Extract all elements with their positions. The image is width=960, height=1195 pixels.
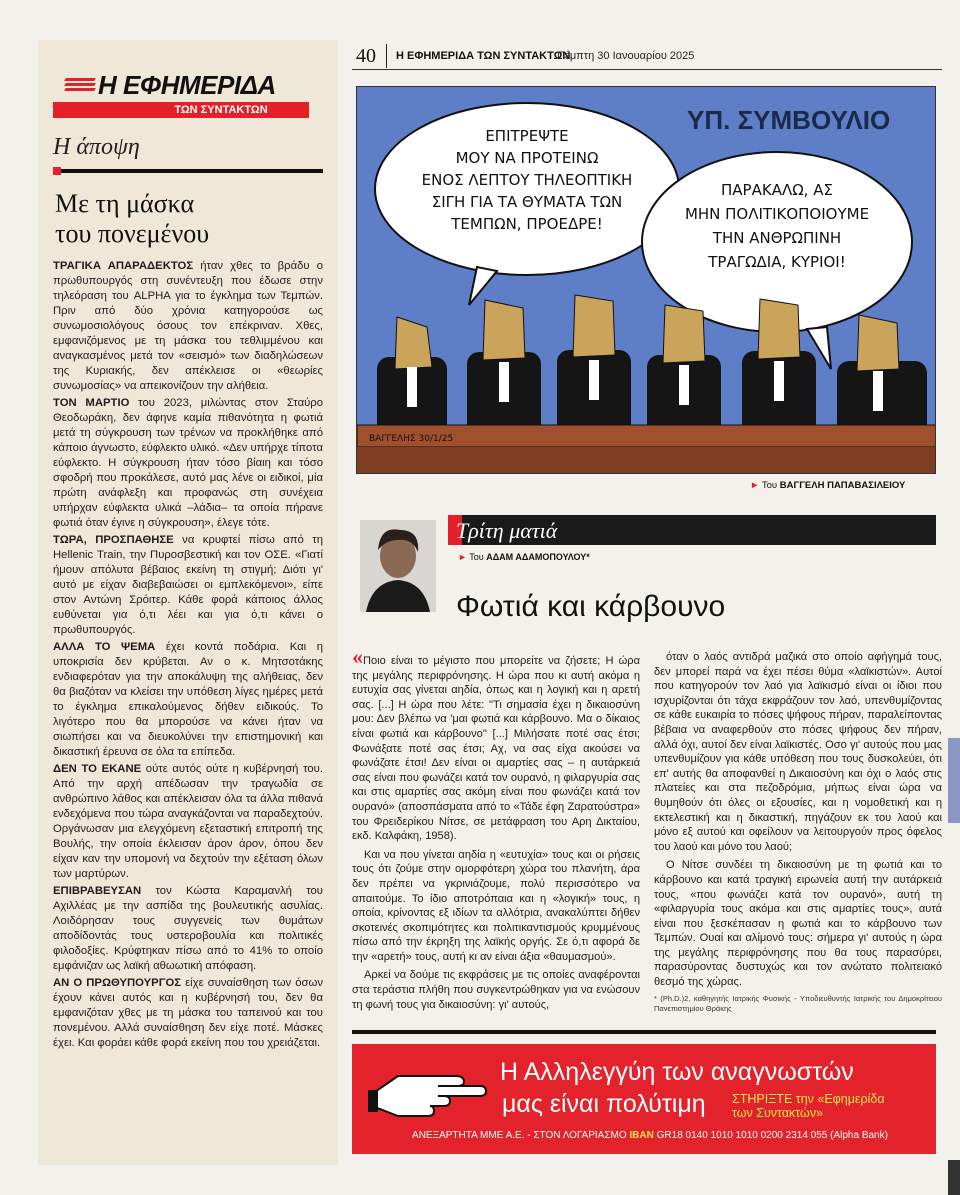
header-date: Πέμπτη 30 Ιανουαρίου 2025 [557, 50, 695, 62]
page-header [352, 42, 942, 70]
article-paragraph: όταν ο λαός αντιδρά μαζικά στο οποίο αφήγημά τους, δεν μπορεί παρά να έχει πέσει θύμα «λαϊκιστών». Αυτοί που κατηγορούν τον λαό για λαϊκισμό είναι οι ίδιοι που ισχυρίζονται ότι τάχα εκφράζουν τον λαό, υπενθυμίζοντας σε κάθε ευκαιρία το πόσες ψήφους πήραν, παραλείποντας βέβαια να αναφερθούν στο πόσες ψήφους δεν πήραν, αλλά όχι, αυτοί δεν είναι λαϊκιστές. Οσο γι' αυτούς που μας υπενθυμίζουν για κάθε υπόθεση που τους δυσκολεύει, ότι επ' αυτής θα αποφανθεί η Δικαιοσύνη και όχι ο λαός στις πλατείες και στα πεζοδρόμια, μήπως είναι ώρα να θυμηθούν ότι όλες οι εξουσίες, και η νομοθετική και η εκτελεστική και η δικαστική, πηγάζουν εκ του λαού και μόνο εξ αυτού και οφείλουν να λειτουργούν προς όφελος του λαού και μόνο του λαού; [654, 651, 942, 853]
svg-text:ΣΙΓΗ ΓΙΑ ΤΑ ΘΥΜΑΤΑ ΤΩΝ: ΣΙΓΗ ΓΙΑ ΤΑ ΘΥΜΑΤΑ ΤΩΝ [431, 193, 623, 211]
editorial-body [53, 259, 323, 1051]
banner-title: Η Αλληλεγγύη των αναγνωστών [500, 1058, 854, 1086]
political-cartoon [356, 86, 936, 474]
banner-subtitle: μας είναι πολύτιμη [502, 1090, 706, 1118]
editorial-paragraph: ΤΩΡΑ, ΠΡΟΣΠΑΘΗΣΕ να κρυφτεί πίσω από τη Hellenic Train, την Πυροσβεστική και τον ΟΣΕ. «Γιατί ήμουν απόλυτα βέβαιος εκείνη τη στιγμή; Διότι γι' αυτό με είχαν διαβεβαιώσει οι εμπλεκόμενοι», είπε στον Αντώνη Σρόιτερ. Κάθε φορά κάποιος άλλος ευθύνεται για ό,τι λέει και για ό,τι κάνει ο πρωθυπουργός. [53, 534, 324, 636]
cartoon-drawing [357, 87, 936, 474]
author-photo [360, 520, 436, 612]
section-divider [53, 169, 323, 173]
article-body [352, 644, 942, 1020]
masthead-sub: ΤΩΝ ΣΥΝΤΑΚΤΩΝ [174, 104, 268, 116]
editorial-title: Με τη μάσκα του πονεμένου [55, 189, 210, 248]
arrow-icon: ► [458, 552, 467, 562]
page-edge-marker [948, 738, 960, 823]
cartoon-signature: ΒΑΓΓΕΛΗΣ 30/1/25 [369, 434, 454, 444]
cartoon-credit: ► Του ΒΑΓΓΕΛΗ ΠΑΠΑΒΑΣΙΛΕΙΟΥ [750, 480, 906, 491]
column-name: Τρίτη ματιά [456, 518, 558, 543]
bank-account: ΑΝΕΞΑΡΤΗΤΑ ΜΜΕ Α.Ε. - ΣΤΟΝ ΛΟΓΑΡΙΑΣΜΟ IBAN GR18 0140 1010 1010 0200 2314 055 (Alpha Bank) [412, 1130, 888, 1141]
article-column-1 [352, 644, 640, 1016]
svg-text:ΜΟΥ ΝΑ ΠΡΟΤΕΙΝΩ: ΜΟΥ ΝΑ ΠΡΟΤΕΙΝΩ [455, 149, 599, 167]
editorial-paragraph: ΤΟΝ ΜΑΡΤΙΟ του 2023, μιλώντας στον Σταύρο Θεοδωράκη, δεν άφηνε καμία πιθανότητα η φωτιά μετά τη σύγκρουση των τρένων να προκλήθηκε από κάποιο άγνωστο, εύφλεκτο υλικό. «Δεν υπήρχε τίποτα εύφλεκτο. Η σύγκρουση ήταν τόσο βίαιη και τόσο σφοδρή που προκάλεσε, αυτό μας λένε οι ειδικοί, μία πρώτη ανάφλεξη και προφανώς στη συνέχεια υπήρχαν εύφλεκτα υλικά –λάδια– τα οποία πήρανε φωτιά όταν έγινε η σύγκρουση», έλεγε τότε. [53, 397, 323, 529]
bottom-divider [352, 1030, 936, 1034]
article-paragraph: Ο Νίτσε συνδέει τη δικαιοσύνη με τη φωτιά και το κάρβουνο και κατά τραγική ειρωνεία αυτή την αυτάρκειά τους, «που φωνάζει κατά τον ουρανό», αυτή τη «φιλαργυρία τους ακόμα και στις αμαρτίες τους», αυτά είναι που ξεσκέπασαν η φωτιά και το κάρβουνο των Τεμπών. Ουαί και αλίμονό τους: σήμερα γι' αυτούς η ώρα της μεγάλης περιφρόνησης που θα τους παρασύρει, παρασύροντας δυστυχώς και τον ανώτατο πολιτειακό θεσμό της χώρας. [654, 859, 942, 989]
section-label: Η άποψη [53, 134, 140, 160]
header-paper-name: Η ΕΦΗΜΕΡΙΔΑ ΤΩΝ ΣΥΝΤΑΚΤΩΝ [396, 50, 571, 62]
pointing-hand-icon [368, 1054, 488, 1124]
svg-text:ΕΠΙΤΡΕΨΤΕ: ΕΠΙΤΡΕΨΤΕ [485, 127, 569, 145]
logo-stripes-icon [65, 78, 95, 92]
svg-text:ΤΡΑΓΩΔΙΑ, ΚΥΡΙΟΙ!: ΤΡΑΓΩΔΙΑ, ΚΥΡΙΟΙ! [708, 253, 846, 271]
article-paragraph: Αρκεί να δούμε τις εκφράσεις με τις οποίες αναφέρονται στα τεράστια πλήθη που συγκεντρώθηκαν για να ενώσουν τη φωνή τους για δικαιοσύνη: γι' αυτούς, [352, 969, 640, 1011]
editorial-paragraph: ΤΡΑΓΙΚΑ ΑΠΑΡΑΔΕΚΤΟΣ ήταν χθες το βράδυ ο πρωθυπουργός στη συνέντευξη που έδωσε στην τηλεόραση του ALPHA για το έγκλημα των Τεμπών. Πριν από δύο χρόνια κατηγορούσε ως συνωμοσιολόγους όσους τον επέκριναν. Χθες, εμφανιζόμενος με τη μάσκα του τεθλιμμένου και αναγκασμένος μετά τον «σεισμό» των διαδηλώσεων της Κυριακής, δεν απέκλεισε οι «θεωρίες συνωμοσίας» να απεικονίζουν την αλήθεια. [53, 260, 324, 392]
svg-text:ΕΝΟΣ ΛΕΠΤΟΥ ΤΗΛΕΟΠΤΙΚΗ: ΕΝΟΣ ΛΕΠΤΟΥ ΤΗΛΕΟΠΤΙΚΗ [421, 171, 633, 189]
page-edge-marker [948, 1160, 960, 1195]
svg-text:ΤΗΝ ΑΝΘΡΩΠΙΝΗ: ΤΗΝ ΑΝΘΡΩΠΙΝΗ [712, 229, 842, 247]
author-portrait-icon [360, 520, 436, 612]
article-column-2 [654, 650, 942, 1018]
editorial-column [38, 40, 338, 1165]
reader-support-banner[interactable] [352, 1044, 936, 1154]
svg-text:ΠΑΡΑΚΑΛΩ, ΑΣ: ΠΑΡΑΚΑΛΩ, ΑΣ [721, 181, 833, 199]
author-footnote: * (Ph.D.)2, καθηγητής Ιατρικής Φυσικής - Υποδιευθυντής Ιατρικής του Δημοκρίτειου Πανεπιστημίου Θράκης [654, 993, 942, 1013]
column-header [448, 515, 936, 545]
article-title: Φωτιά και κάρβουνο [456, 590, 726, 623]
editorial-paragraph: ΑΝ Ο ΠΡΩΘΥΠΟΥΡΓΟΣ είχε συναίσθηση των όσων έχουν κάνει αυτός και η κυβέρνησή του, δεν θα εμφανιζόταν χθες με τη μάσκα του ταπεινού και του πονεμένου. Αλλά συναίσθηση δεν είχε ποτέ. Μάσκες έχει. Και φοράει κάθε φορά εκείνη που του χρειάζεται. [53, 977, 323, 1049]
editorial-paragraph: ΑΛΛΑ ΤΟ ΨΕΜΑ έχει κοντά ποδάρια. Και η υποκρισία δεν κρύβεται. Αν ο κ. Μητσοτάκης ενδιαφερόταν για την αποκάλυψη της αλήθειας, δεν θα βιαζόταν να κλείσει την υπόθεση λίγες ημέρες μετά το έγκλημα επικαλούμενος δήθεν ειδικούς. Το λιγότερο που θα μπορούσε να κάνει ήταν να σιωπήσει και να διευκολύνει την επιστημονική και δικαστική έρευνα σε όλα τα επίπεδα. [53, 641, 323, 758]
svg-text:ΤΕΜΠΩΝ, ΠΡΟΕΔΡΕ!: ΤΕΜΠΩΝ, ΠΡΟΕΔΡΕ! [451, 215, 603, 233]
arrow-icon: ► [750, 480, 760, 491]
cartoon-sign: ΥΠ. ΣΥΜΒΟΥΛΙΟ [687, 105, 891, 135]
masthead-name: Η ΕΦΗΜΕΡΙΔΑ [98, 70, 276, 100]
page-number: 40 [356, 45, 376, 67]
editorial-paragraph: ΔΕΝ ΤΟ ΕΚΑΝΕ ούτε αυτός ούτε η κυβέρνησή του. Από την αρχή απέδωσαν την τραγωδία σε ανθρώπινο λάθος και απέκλεισαν όλα τα άλλα πιθανά ενδεχόμενα που τώρα αναγκάζονται να παραδεχτούν. Οργάνωσαν μια ελεγχόμενη εξεταστική επιτροπή της Βουλής, την οποία έκλεισαν άρον άρον, όπου δεν είχαν καν την υπομονή να δεχτούν την εξέταση όλων των μαρτύρων. [53, 763, 323, 880]
editorial-paragraph: ΕΠΙΒΡΑΒΕΥΣΑΝ τον Κώστα Καραμανλή του Αχιλλέας με την ασπίδα της βουλευτικής ασυλίας. Λοιδόρησαν τους συγγενείς των θυμάτων αποδίδοντάς τους υστεροβουλία και πολιτικές φιλοδοξίες. Κρύφτηκαν πίσω από το 41% το οποίο εμφάνιζαν ως λαϊκή αθωωτική απόφαση. [53, 885, 323, 972]
column-author: ► Του ΑΔΑΜ ΑΔΑΜΟΠΟΥΛΟΥ* [458, 552, 590, 562]
quote-mark-icon: « [352, 644, 363, 669]
article-paragraph: Και να που γίνεται αηδία η «ευτυχία» τους και οι ρήσεις τους ότι ζούμε στην ομορφότερη χώρα του πλανήτη, άρα δεν πρέπει να γκρινιάζουμε, πολύ περισσότερο να απαιτούμε. Το ίδιο αποτρόπαια και η «λογική» τους, η οποία, κρίνοντας εξ ιδίων τα αλλότρια, ανακαλύπτει δήθεν σκοτεινές σκοπιμότητες και πολιτικαντισμούς κρυμμένους πίσω από την έκρηξη της λαϊκής οργής. Σε ό,τι αφορά δε την «αρετή» τους, αυτή κι αν είναι άξια «θαυμασμού». [352, 848, 640, 963]
banner-support: ΣΤΗΡΙΞΤΕ την «Εφημερίδα των Συντακτών» [732, 1092, 885, 1120]
svg-text:ΜΗΝ ΠΟΛΙΤΙΚΟΠΟΙΟΥΜΕ: ΜΗΝ ΠΟΛΙΤΙΚΟΠΟΙΟΥΜΕ [684, 205, 870, 223]
article-paragraph: «Ποιο είναι το μέγιστο που μπορείτε να ζήσετε; Η ώρα της μεγάλης περιφρόνησης. Η ώρα που κι αυτή ακόμα η ευτυχία σας γίνεται αηδία, όπως και η λογική και η αρετή σας. [...] Η ώρα που λέτε: "Τι σημασία έχει η δικαιοσύνη μου: Δεν βλέπω να 'μαι φωτιά και κάρβουνο. Μα ο δίκαιος είναι φωτιά και κάρβουνο" [...] Μιλήσατε ποτέ σας έτσι; Φωνάξατε ποτέ σας έτσι; Αχ, να σας είχα ακούσει να φωνάζατε έτσι! Δεν είναι οι αμαρτίες σας – η αυτάρκειά σας είναι που φωνάζει κατά τον ουρανό, η φιλαργυρία σας και στις αμαρτίες σας ακόμη είναι που φωνάζει κατά τον ουρανό» (αποσπάσματα από το «Τάδε έφη Ζαρατούστρα» του Φρειδερίκου Νίτσε, σε μετάφραση του Αρη Δικταίου, εκδ. Καλφάκη, 1958). [352, 644, 640, 843]
masthead-logo[interactable] [53, 50, 323, 116]
